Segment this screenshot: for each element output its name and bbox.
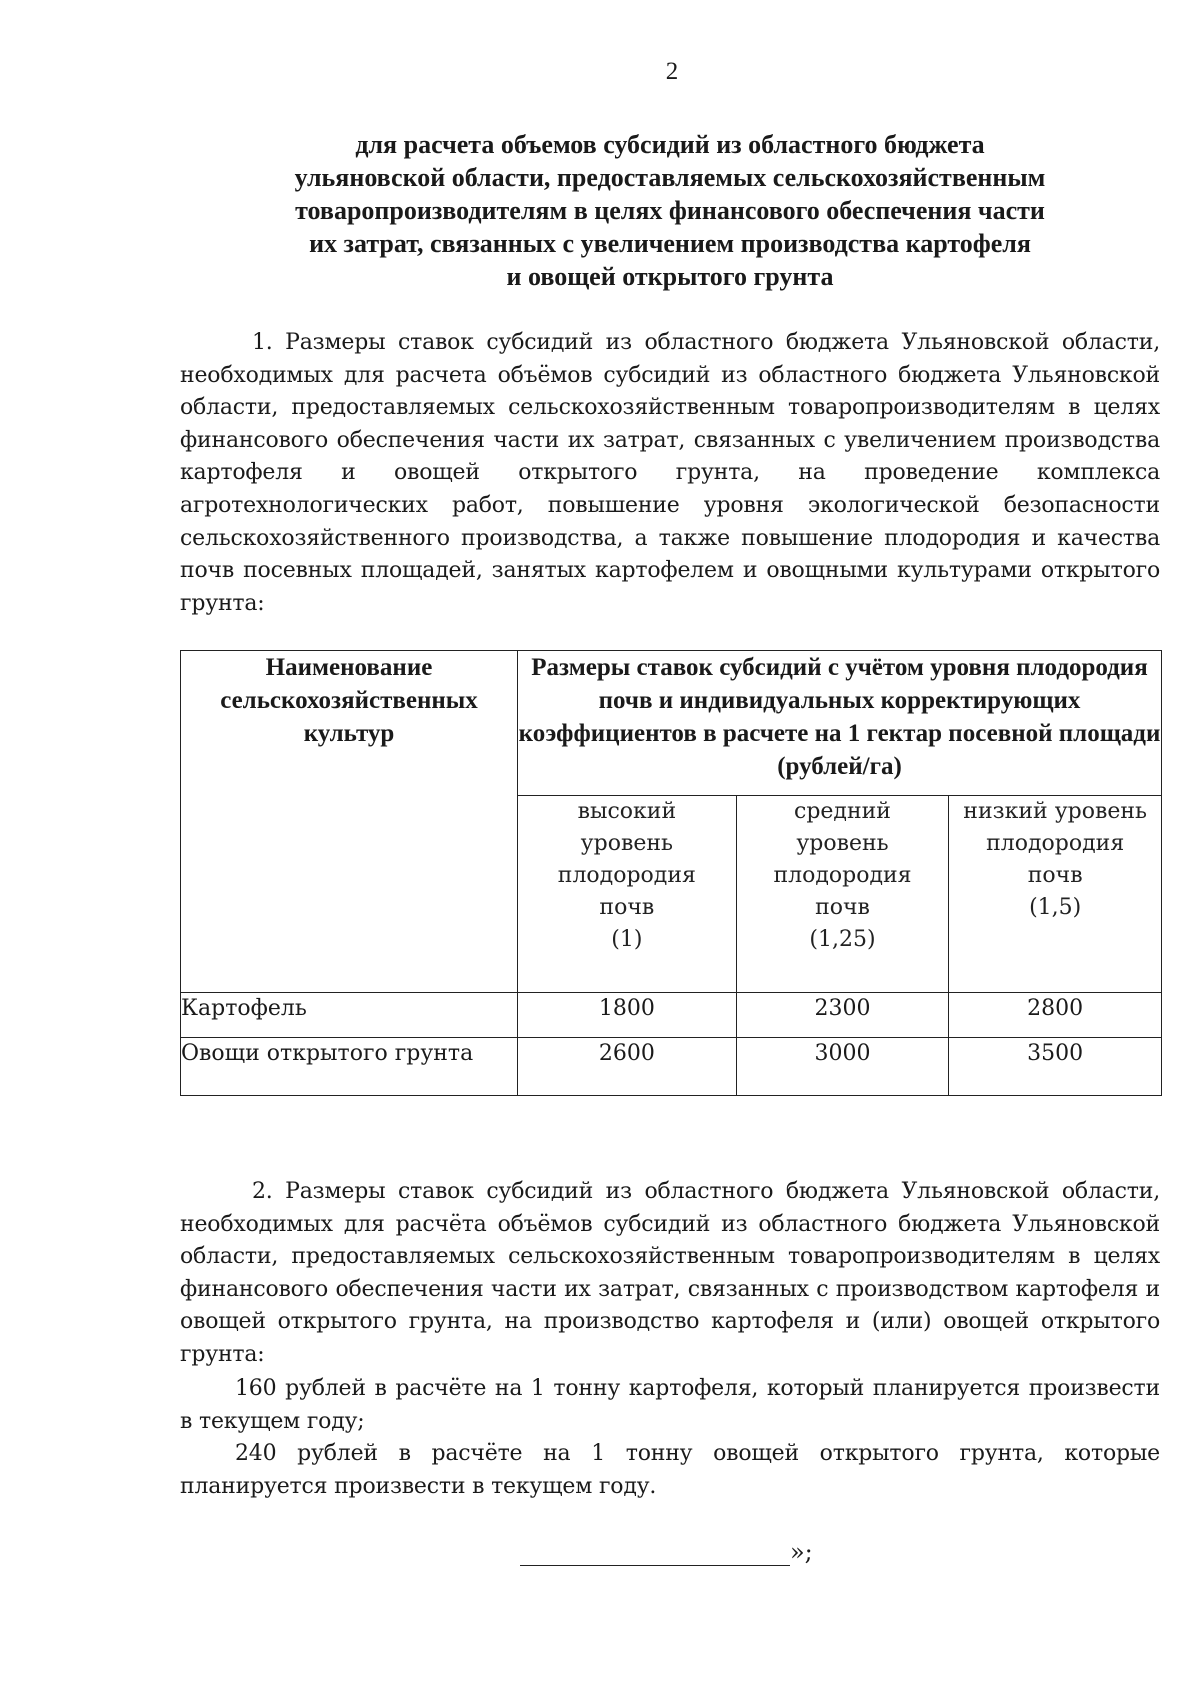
rate-high-cell: 2600 (518, 1038, 737, 1096)
heading-line: и овощей открытого грунта (506, 262, 834, 291)
document-heading (180, 128, 1160, 293)
rate-medium-cell: 2300 (736, 993, 949, 1038)
subheader-high-fertility: высокий уровень плодородия почв (1) (518, 796, 737, 993)
table-row (181, 1038, 1162, 1096)
crop-name-cell: Овощи открытого грунта (181, 1038, 518, 1096)
subheader-medium-fertility: средний уровень плодородия почв (1,25) (736, 796, 949, 993)
paragraph-3: 160 рублей в расчёте на 1 тонну картофеля, который планируется произвести в текущем году; (180, 1376, 1160, 1434)
rate-low-cell: 2800 (949, 993, 1162, 1038)
closing-quote-mark: »; (790, 1538, 813, 1566)
paragraph-1: 1. Размеры ставок субсидий из областного бюджета Ульяновской области, необходимых для расчета объёмов субсидий из областного бюджета Ульяновской области, предоставляемых сельскохозяйственным товаропроизводителям в целях финансового обеспечения части их затрат, связанных с увеличением производства картофеля и овощей открытого грунта, на проведение комплекса агротехнологических работ, повышение уровня экологической безопасности сельскохозяйственного производства, а также повышение плодородия и качества почв посевных площадей, занятых картофелем и овощными культурами открытого грунта: (180, 330, 1160, 616)
heading-line: их затрат, связанных с увеличением производства картофеля (309, 229, 1031, 258)
heading-line: для расчета объемов субсидий из областного бюджета (355, 130, 985, 159)
paragraph-4: 240 рублей в расчёте на 1 тонну овощей открытого грунта, которые планируется произвести в текущем году. (180, 1441, 1160, 1499)
rate-low-cell: 3500 (949, 1038, 1162, 1096)
table-row (181, 993, 1162, 1038)
closing-signoff (520, 1538, 813, 1566)
heading-line: товаропроизводителям в целях финансового обеспечения части (295, 196, 1045, 225)
page-number: 2 (665, 58, 679, 85)
header-crop-name: Наименование сельскохозяйственных культур (181, 651, 518, 993)
paragraph-2: 2. Размеры ставок субсидий из областного бюджета Ульяновской области, необходимых для расчёта объёмов субсидий из областного бюджета Ульяновской области, предоставляемых сельскохозяйственным товаропроизводителям в целях финансового обеспечения части их затрат, связанных с производством картофеля и овощей открытого грунта, на производство картофеля и (или) овощей открытого грунта: (180, 1179, 1160, 1367)
crop-name-cell: Картофель (181, 993, 518, 1038)
subsidy-rates-table (180, 650, 1162, 1096)
rate-medium-cell: 3000 (736, 1038, 949, 1096)
rate-high-cell: 1800 (518, 993, 737, 1038)
closing-line (520, 1543, 790, 1566)
header-subsidy-rates: Размеры ставок субсидий с учётом уровня плодородия почв и индивидуальных корректирующих коэффициентов в расчете на 1 гектар посевной площади (рублей/га) (518, 651, 1162, 796)
subheader-low-fertility: низкий уровень плодородия почв (1,5) (949, 796, 1162, 993)
heading-line: ульяновской области, предоставляемых сельскохозяйственным (294, 163, 1046, 192)
